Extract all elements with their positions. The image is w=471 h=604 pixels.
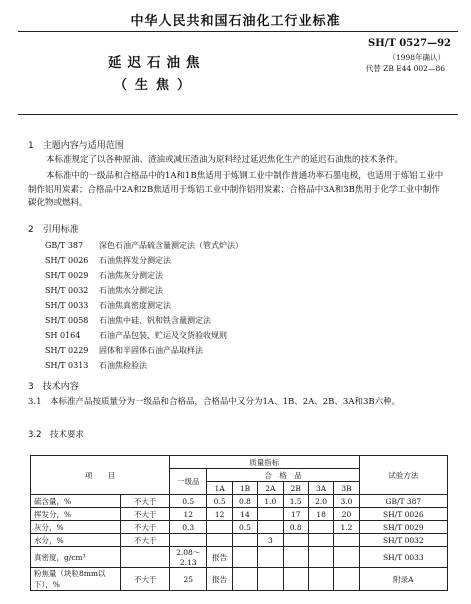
reference-title: 深色石油产品硫含量测定法（管式炉法） (99, 241, 243, 250)
row-grade-value (283, 547, 308, 568)
row-item: 灰分，% (31, 521, 121, 534)
row-grade-value: 0.8 (232, 495, 257, 508)
row-grade-value: 12 (207, 508, 232, 521)
row-grade-value (258, 521, 283, 534)
row-grade-value: 17 (283, 508, 308, 521)
row-first-grade: 25 (169, 568, 207, 591)
row-item: 硫含量，% (31, 495, 121, 508)
row-grade-value: 1.2 (334, 521, 359, 534)
row-grade-value (334, 547, 359, 568)
reference-code: SH/T 0029 (45, 271, 89, 280)
section-3-heading: 3 技术内容 (28, 382, 79, 392)
header-quality: 质量指标 (169, 456, 359, 469)
row-grade-value (258, 568, 283, 591)
reference-item (45, 255, 171, 266)
reference-item (45, 300, 171, 311)
row-item: 水分，% (31, 534, 121, 547)
row-grade-value: 3 (258, 534, 283, 547)
header-grade: 1B (232, 482, 257, 495)
reference-code: SH 0164 (45, 331, 81, 340)
header-grade: 1A (207, 482, 232, 495)
row-method: GB/T 387 (359, 495, 447, 508)
clause-3-1: 3.1 本标准产品按质量分为一级品和合格品，合格品中又分为1A、1B、2A、2B、3A和3B六种。 (28, 397, 401, 407)
row-first-grade (169, 534, 207, 547)
row-first-grade: 0.3 (169, 521, 207, 534)
row-grade-value: 0.8 (283, 521, 308, 534)
reference-code: SH/T 0313 (45, 361, 89, 370)
row-limit: 不大于 (121, 534, 170, 547)
table-row (31, 495, 448, 508)
reference-code: SH/T 0058 (45, 316, 89, 325)
row-grade-value: 报告 (207, 547, 232, 568)
header-grade: 2B (283, 482, 308, 495)
section-1-paragraph-1: 本标准规定了以各种原油、渣油或减压渣油为原料经过延迟焦化生产的延迟石油焦的技术条件。 (46, 155, 404, 165)
row-item: 真密度，g/cm³ (31, 547, 121, 568)
row-grade-value: 报告 (207, 568, 232, 591)
row-grade-value (232, 568, 257, 591)
confirmation-note: （1998年确认） (388, 53, 445, 62)
section-2-heading: 2 引用标准 (28, 225, 79, 235)
reference-title: 石油焦水分测定法 (99, 286, 163, 295)
header-grade: 2A (258, 482, 283, 495)
row-limit: 不大于 (121, 521, 170, 534)
header-item: 项 目 (31, 456, 170, 495)
row-grade-value: 1.0 (258, 495, 283, 508)
reference-title: 石油焦检验法 (99, 361, 147, 370)
row-method: SH/T 0032 (359, 534, 447, 547)
row-grade-value: 3.0 (334, 495, 359, 508)
row-limit: 不大于 (121, 495, 170, 508)
row-grade-value (232, 534, 257, 547)
row-grade-value: 14 (232, 508, 257, 521)
reference-item (45, 285, 163, 296)
row-grade-value (308, 521, 333, 534)
row-grade-value (283, 568, 308, 591)
row-method: SH/T 0033 (359, 547, 447, 568)
row-grade-value (283, 534, 308, 547)
reference-title: 石油产品包装、贮运及交货验收规则 (99, 331, 227, 340)
section-1-paragraph-2: 本标准中的一级品和合格品中的1A和1B焦适用于炼钢工业中制作普通功率石墨电极，也适用于炼铝工业中制作铝用炭素；合格品中2A和2B焦适用于炼铝工业中制作铝用炭素；合格品中3A和3B焦用于化学工业中制作碳化物或燃料。 (28, 171, 444, 208)
row-grade-value (207, 521, 232, 534)
row-grade-value: 0.5 (232, 521, 257, 534)
row-method: SH/T 0029 (359, 521, 447, 534)
table-row (31, 547, 448, 568)
technical-requirements-table (30, 455, 448, 591)
row-grade-value: 0.5 (207, 495, 232, 508)
row-grade-value: 18 (308, 508, 333, 521)
table-row (31, 568, 448, 591)
row-first-grade: 0.5 (169, 495, 207, 508)
row-item: 挥发分，% (31, 508, 121, 521)
reference-item (45, 270, 163, 281)
reference-title: 固体和半固体石油产品取样法 (99, 346, 203, 355)
row-method: SH/T 0026 (359, 508, 447, 521)
reference-item (45, 360, 147, 371)
document-subtitle: （生焦） (114, 78, 199, 93)
table-row (31, 508, 448, 521)
replaces-note: 代替 ZB E44 002—86 (365, 64, 445, 73)
header-first-grade: 一级品 (169, 469, 207, 495)
header-qualified: 合 格 品 (207, 469, 359, 482)
row-grade-value (232, 547, 257, 568)
row-limit: 不大于 (121, 508, 170, 521)
row-limit: 不大于 (121, 568, 170, 591)
reference-item (45, 315, 211, 326)
reference-title: 石油焦挥发分测定法 (99, 256, 171, 265)
title-rule (18, 114, 458, 115)
row-method: 附录A (359, 568, 447, 591)
row-grade-value (334, 534, 359, 547)
header-grade: 3A (308, 482, 333, 495)
table-row (31, 521, 448, 534)
reference-title: 石油焦灰分测定法 (99, 271, 163, 280)
row-grade-value (308, 568, 333, 591)
row-grade-value (258, 547, 283, 568)
row-first-grade: 12 (169, 508, 207, 521)
header-grade: 3B (334, 482, 359, 495)
clause-3-2: 3.2 技术要求 (28, 430, 85, 440)
row-grade-value: 20 (334, 508, 359, 521)
issuing-body-title: 中华人民共和国石油化工行业标准 (130, 14, 341, 29)
reference-item (45, 240, 243, 251)
reference-item (45, 345, 203, 356)
reference-code: SH/T 0229 (45, 346, 89, 355)
reference-title: 石油焦中硅、钒和铁含量测定法 (99, 316, 211, 325)
section-1-heading: 1 主题内容与适用范围 (28, 141, 124, 151)
reference-code: SH/T 0026 (45, 256, 89, 265)
table-row (31, 534, 448, 547)
row-grade-value: 1.5 (283, 495, 308, 508)
row-grade-value (207, 534, 232, 547)
row-grade-value (308, 534, 333, 547)
row-first-grade: 2.08～2.13 (169, 547, 207, 568)
reference-code: GB/T 387 (45, 241, 84, 250)
reference-item (45, 330, 227, 341)
document-title: 延迟石油焦 (108, 55, 206, 71)
standard-number: SH/T 0527—92 (368, 38, 451, 49)
header-rule (18, 31, 458, 32)
row-item: 粉焦量（块粒8mm以下），% (31, 568, 121, 591)
reference-code: SH/T 0032 (45, 286, 89, 295)
row-grade-value (334, 568, 359, 591)
row-grade-value: 2.0 (308, 495, 333, 508)
row-grade-value (308, 547, 333, 568)
row-limit (121, 547, 170, 568)
header-method: 试验方法 (359, 456, 447, 495)
reference-title: 石油焦真密度测定法 (99, 301, 171, 310)
reference-code: SH/T 0033 (45, 301, 89, 310)
row-grade-value (258, 508, 283, 521)
